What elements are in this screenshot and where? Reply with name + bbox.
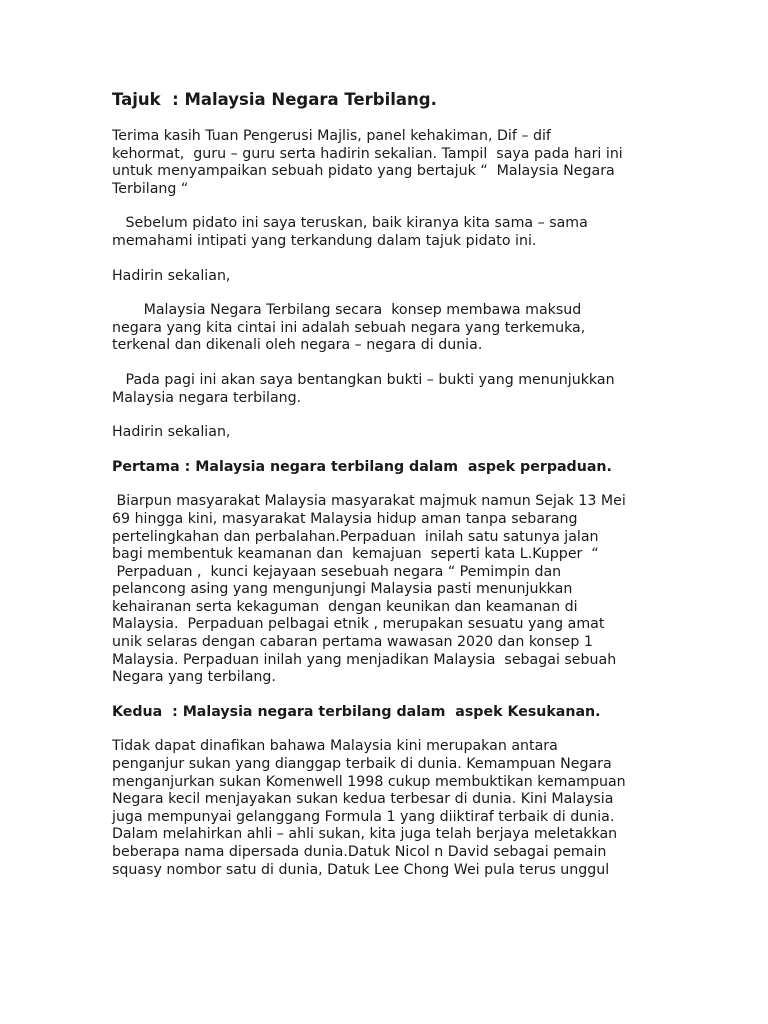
paragraph-evidence: Pada pagi ini akan saya bentangkan bukti – bukti yang menunjukkan Malaysia negara terbilang. — [112, 371, 615, 406]
section-heading-second: Kedua : Malaysia negara terbilang dalam aspek Kesukanan. — [112, 703, 601, 720]
paragraph-address-1: Hadirin sekalian, — [112, 267, 231, 284]
paragraph-sports: Tidak dapat dinafikan bahawa Malaysia kini merupakan antara penganjur sukan yang dianggap terbaik di dunia. Kemampuan Negara menganjurkan sukan Komenwell 1998 cukup membuktikan kemampuan Negara kecil menjayakan sukan kedua terbesar di dunia. Kini Malaysia juga mempunyai gelanggang Formula 1 yang diiktiraf terbaik di dunia. Dalam melahirkan ahli – ahli sukan, kita juga telah berjaya meletakkan beberapa nama dipersada dunia.Datuk Nicol n David sebagai pemain squasy nombor satu di dunia, Datuk Lee Chong Wei pula terus unggul — [112, 738, 626, 878]
paragraph-intro: Sebelum pidato ini saya teruskan, baik kiranya kita sama – sama memahami intipati yang terkandung dalam tajuk pidato ini. — [112, 215, 588, 249]
paragraph-unity: Biarpun masyarakat Malaysia masyarakat majmuk namun Sejak 13 Mei 69 hingga kini, masyarakat Malaysia hidup aman tanpa sebarang pertelingkahan dan perbalahan.Perpaduan inilah satu satunya jalan bagi membentuk keamanan dan kemajuan seperti kata L.Kupper “ Perpaduan , kunci kejayaan sesebuah negara “ Pemimpin dan pelancong asing yang mengunjungi Malaysia pasti menunjukkan kehairanan serta kekaguman dengan keunikan dan keamanan di Malaysia. Perpaduan pelbagai etnik , merupakan sesuatu yang amat unik selaras dengan cabaran pertama wawasan 2020 dan konsep 1 Malaysia. Perpaduan inilah yang menjadikan Malaysia sebagai sebuah Negara yang terbilang. — [112, 493, 626, 686]
paragraph-concept: Malaysia Negara Terbilang secara konsep membawa maksud negara yang kita cintai ini adalah sebuah negara yang terkemuka, terkenal dan dikenali oleh negara – negara di dunia. — [112, 302, 586, 354]
document-title: Tajuk : Malaysia Negara Terbilang. — [112, 90, 437, 109]
paragraph-address-2: Hadirin sekalian, — [112, 424, 231, 441]
paragraph-greeting: Terima kasih Tuan Pengerusi Majlis, panel kehakiman, Dif – dif kehormat, guru – guru serta hadirin sekalian. Tampil saya pada hari ini untuk menyampaikan sebuah pidato yang bertajuk “ Malaysia Negara Terbilang “ — [112, 128, 623, 197]
document-page — [112, 90, 652, 896]
section-heading-first: Pertama : Malaysia negara terbilang dalam aspek perpaduan. — [112, 458, 612, 475]
